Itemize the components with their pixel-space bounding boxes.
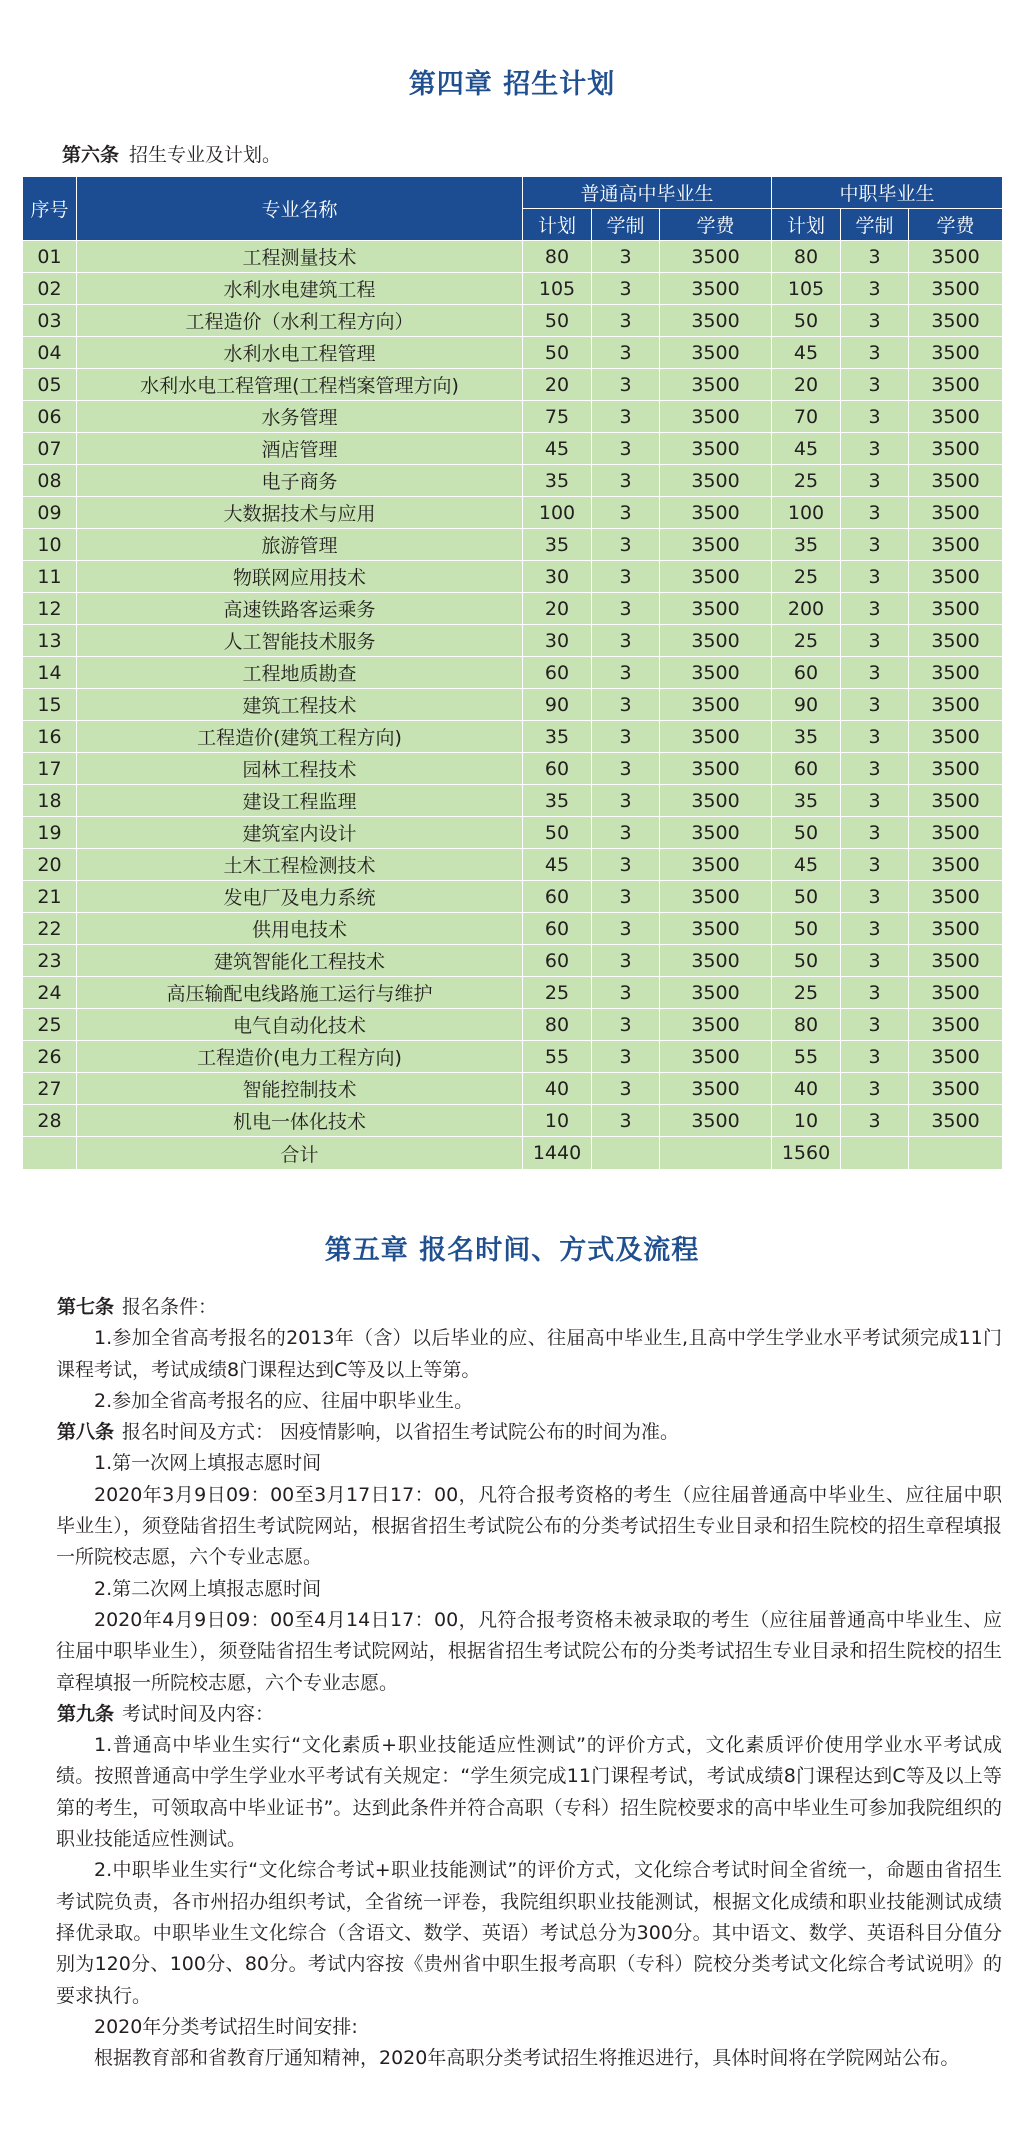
total-cell-empty <box>23 1137 77 1170</box>
cell-vocational-fee: 3500 <box>909 273 1003 305</box>
cell-vocational-fee: 3500 <box>909 625 1003 657</box>
cell-general-years: 3 <box>592 433 660 465</box>
table-row <box>23 945 1003 977</box>
cell-vocational-plan: 50 <box>772 817 841 849</box>
cell-general-years: 3 <box>592 977 660 1009</box>
cell-vocational-fee: 3500 <box>909 689 1003 721</box>
table-row <box>23 657 1003 689</box>
cell-general-fee: 3500 <box>660 817 772 849</box>
cell-general-fee: 3500 <box>660 625 772 657</box>
cell-vocational-plan: 10 <box>772 1105 841 1137</box>
cell-major: 水利水电工程管理 <box>77 337 523 369</box>
cell-general-years: 3 <box>592 945 660 977</box>
table-row <box>23 881 1003 913</box>
table-row <box>23 401 1003 433</box>
cell-general-plan: 60 <box>523 913 592 945</box>
header-no: 序号 <box>23 177 77 241</box>
cell-general-fee: 3500 <box>660 305 772 337</box>
cell-vocational-years: 3 <box>841 593 909 625</box>
total-cell-empty <box>841 1137 909 1170</box>
cell-vocational-years: 3 <box>841 529 909 561</box>
cell-general-years: 3 <box>592 369 660 401</box>
table-row <box>23 753 1003 785</box>
cell-vocational-plan: 80 <box>772 241 841 273</box>
cell-vocational-fee: 3500 <box>909 561 1003 593</box>
cell-general-fee: 3500 <box>660 593 772 625</box>
cell-general-years: 3 <box>592 817 660 849</box>
body-paragraph: 1.第一次网上填报志愿时间 <box>94 1452 322 1475</box>
cell-general-fee: 3500 <box>660 1041 772 1073</box>
body-paragraph: 2.中职毕业生实行“文化综合考试+职业技能测试”的评价方式，文化综合考试时间全省统一，命题由省招生考试院负责，各市州招办组织考试，全省统一评卷，我院组织职业技能测试，根据文化成绩和职业技能测试成绩择优录取。中职毕业生文化综合（含语文、数学、英语）考试总分为300分。其中语文、数学、英语科目分值分别为120分、100分、80分。考试内容按《贵州省中职生报考高职（专科）院校分类考试文化综合考试说明》的要求执行。 <box>56 1859 1002 2007</box>
chapter5-title: 第五章 报名时间、方式及流程 <box>324 1235 700 1266</box>
cell-vocational-years: 3 <box>841 881 909 913</box>
cell-major: 电气自动化技术 <box>77 1009 523 1041</box>
cell-major: 建筑室内设计 <box>77 817 523 849</box>
table-row <box>23 369 1003 401</box>
header-general-graduates: 普通高中毕业生 <box>523 177 772 209</box>
table-row <box>23 1009 1003 1041</box>
cell-no: 26 <box>23 1041 77 1073</box>
article-label: 第七条 <box>57 1296 115 1318</box>
cell-vocational-plan: 50 <box>772 881 841 913</box>
cell-vocational-years: 3 <box>841 753 909 785</box>
cell-general-years: 3 <box>592 1041 660 1073</box>
cell-general-plan: 30 <box>523 625 592 657</box>
cell-no: 08 <box>23 465 77 497</box>
cell-vocational-plan: 25 <box>772 625 841 657</box>
cell-general-fee: 3500 <box>660 401 772 433</box>
cell-no: 28 <box>23 1105 77 1137</box>
cell-vocational-fee: 3500 <box>909 401 1003 433</box>
cell-general-plan: 60 <box>523 945 592 977</box>
cell-general-years: 3 <box>592 1105 660 1137</box>
cell-major: 旅游管理 <box>77 529 523 561</box>
cell-major: 水务管理 <box>77 401 523 433</box>
cell-major: 建设工程监理 <box>77 785 523 817</box>
header-major: 专业名称 <box>77 177 523 241</box>
cell-general-years: 3 <box>592 305 660 337</box>
cell-vocational-years: 3 <box>841 977 909 1009</box>
cell-major: 工程造价(建筑工程方向) <box>77 721 523 753</box>
cell-major: 工程测量技术 <box>77 241 523 273</box>
cell-vocational-plan: 50 <box>772 945 841 977</box>
table-row <box>23 465 1003 497</box>
cell-general-fee: 3500 <box>660 337 772 369</box>
cell-general-fee: 3500 <box>660 273 772 305</box>
cell-vocational-fee: 3500 <box>909 849 1003 881</box>
cell-no: 18 <box>23 785 77 817</box>
table-row <box>23 849 1003 881</box>
cell-general-plan: 50 <box>523 337 592 369</box>
cell-vocational-fee: 3500 <box>909 753 1003 785</box>
cell-general-fee: 3500 <box>660 785 772 817</box>
article-heading <box>56 1699 1002 1730</box>
cell-vocational-years: 3 <box>841 657 909 689</box>
cell-vocational-plan: 200 <box>772 593 841 625</box>
cell-vocational-years: 3 <box>841 849 909 881</box>
cell-vocational-plan: 35 <box>772 529 841 561</box>
cell-general-years: 3 <box>592 1009 660 1041</box>
cell-no: 27 <box>23 1073 77 1105</box>
body-paragraph: 2.参加全省高考报名的应、往届中职毕业生。 <box>94 1389 474 1412</box>
total-cell-empty <box>660 1137 772 1170</box>
table-body <box>23 241 1003 1137</box>
cell-general-years: 3 <box>592 849 660 881</box>
cell-major: 土木工程检测技术 <box>77 849 523 881</box>
cell-vocational-plan: 40 <box>772 1073 841 1105</box>
cell-no: 14 <box>23 657 77 689</box>
cell-vocational-plan: 45 <box>772 849 841 881</box>
table-row <box>23 529 1003 561</box>
article-heading <box>56 1417 1002 1448</box>
cell-vocational-years: 3 <box>841 1041 909 1073</box>
header-fee: 学费 <box>660 209 772 241</box>
cell-major: 工程地质勘查 <box>77 657 523 689</box>
cell-no: 20 <box>23 849 77 881</box>
enrollment-plan-table <box>22 176 1003 1170</box>
cell-vocational-plan: 25 <box>772 465 841 497</box>
cell-general-fee: 3500 <box>660 241 772 273</box>
cell-general-fee: 3500 <box>660 945 772 977</box>
cell-general-years: 3 <box>592 561 660 593</box>
cell-vocational-years: 3 <box>841 689 909 721</box>
cell-vocational-plan: 90 <box>772 689 841 721</box>
table-row <box>23 1041 1003 1073</box>
cell-vocational-fee: 3500 <box>909 977 1003 1009</box>
cell-vocational-years: 3 <box>841 945 909 977</box>
cell-vocational-fee: 3500 <box>909 881 1003 913</box>
cell-vocational-fee: 3500 <box>909 369 1003 401</box>
cell-general-fee: 3500 <box>660 689 772 721</box>
cell-vocational-years: 3 <box>841 561 909 593</box>
cell-general-years: 3 <box>592 721 660 753</box>
cell-major: 建筑智能化工程技术 <box>77 945 523 977</box>
table-row <box>23 689 1003 721</box>
cell-general-fee: 3500 <box>660 465 772 497</box>
cell-vocational-years: 3 <box>841 625 909 657</box>
cell-general-years: 3 <box>592 1073 660 1105</box>
cell-major: 水利水电建筑工程 <box>77 273 523 305</box>
table-row <box>23 497 1003 529</box>
cell-vocational-plan: 60 <box>772 657 841 689</box>
cell-vocational-fee: 3500 <box>909 657 1003 689</box>
cell-general-years: 3 <box>592 401 660 433</box>
body-paragraph: 1.参加全省高考报名的2013年（含）以后毕业的应、往届高中毕业生,且高中学生学业水平考试须完成11门课程考试，考试成绩8门课程达到C等及以上等第。 <box>56 1327 1002 1381</box>
cell-no: 12 <box>23 593 77 625</box>
cell-vocational-years: 3 <box>841 305 909 337</box>
cell-no: 16 <box>23 721 77 753</box>
table-row <box>23 721 1003 753</box>
cell-vocational-plan: 35 <box>772 721 841 753</box>
cell-vocational-fee: 3500 <box>909 1041 1003 1073</box>
article6-text: 招生专业及计划。 <box>129 144 282 166</box>
table-row <box>23 913 1003 945</box>
cell-major: 高速铁路客运乘务 <box>77 593 523 625</box>
cell-no: 05 <box>23 369 77 401</box>
cell-vocational-plan: 25 <box>772 977 841 1009</box>
cell-general-plan: 45 <box>523 433 592 465</box>
cell-vocational-fee: 3500 <box>909 1105 1003 1137</box>
cell-general-years: 3 <box>592 273 660 305</box>
article-label: 第八条 <box>57 1421 115 1444</box>
cell-vocational-years: 3 <box>841 817 909 849</box>
article-text: 报名时间及方式： 因疫情影响，以省招生考试院公布的时间为准。 <box>122 1421 680 1444</box>
article6-label: 第六条 <box>62 144 120 166</box>
cell-general-fee: 3500 <box>660 849 772 881</box>
cell-major: 高压输配电线路施工运行与维护 <box>77 977 523 1009</box>
cell-general-plan: 55 <box>523 1041 592 1073</box>
cell-vocational-years: 3 <box>841 721 909 753</box>
cell-general-plan: 35 <box>523 721 592 753</box>
cell-general-plan: 35 <box>523 785 592 817</box>
cell-general-plan: 35 <box>523 529 592 561</box>
table-row <box>23 817 1003 849</box>
cell-no: 11 <box>23 561 77 593</box>
table-row <box>23 305 1003 337</box>
cell-vocational-plan: 50 <box>772 305 841 337</box>
cell-general-fee: 3500 <box>660 561 772 593</box>
cell-major: 机电一体化技术 <box>77 1105 523 1137</box>
cell-no: 21 <box>23 881 77 913</box>
cell-general-plan: 35 <box>523 465 592 497</box>
cell-vocational-fee: 3500 <box>909 785 1003 817</box>
cell-vocational-plan: 20 <box>772 369 841 401</box>
cell-no: 23 <box>23 945 77 977</box>
cell-general-fee: 3500 <box>660 369 772 401</box>
cell-vocational-fee: 3500 <box>909 465 1003 497</box>
header-fee: 学费 <box>909 209 1003 241</box>
table-row <box>23 273 1003 305</box>
header-years: 学制 <box>592 209 660 241</box>
cell-general-fee: 3500 <box>660 1073 772 1105</box>
cell-no: 25 <box>23 1009 77 1041</box>
cell-vocational-years: 3 <box>841 401 909 433</box>
cell-major: 工程造价（水利工程方向） <box>77 305 523 337</box>
cell-general-fee: 3500 <box>660 657 772 689</box>
cell-major: 水利水电工程管理(工程档案管理方向) <box>77 369 523 401</box>
cell-general-plan: 80 <box>523 241 592 273</box>
table-row <box>23 1105 1003 1137</box>
cell-vocational-fee: 3500 <box>909 497 1003 529</box>
cell-vocational-plan: 45 <box>772 433 841 465</box>
cell-general-years: 3 <box>592 593 660 625</box>
chapter5-body <box>56 1292 1002 2074</box>
cell-general-years: 3 <box>592 337 660 369</box>
cell-vocational-plan: 35 <box>772 785 841 817</box>
cell-general-plan: 60 <box>523 657 592 689</box>
cell-major: 酒店管理 <box>77 433 523 465</box>
cell-general-years: 3 <box>592 465 660 497</box>
table-row <box>23 593 1003 625</box>
article-heading <box>56 1292 1002 1323</box>
cell-vocational-years: 3 <box>841 1009 909 1041</box>
total-cell-empty <box>909 1137 1003 1170</box>
cell-general-fee: 3500 <box>660 721 772 753</box>
table-row <box>23 241 1003 273</box>
cell-no: 17 <box>23 753 77 785</box>
cell-vocational-years: 3 <box>841 785 909 817</box>
cell-vocational-fee: 3500 <box>909 241 1003 273</box>
cell-vocational-plan: 105 <box>772 273 841 305</box>
cell-general-fee: 3500 <box>660 913 772 945</box>
cell-vocational-fee: 3500 <box>909 305 1003 337</box>
cell-major: 建筑工程技术 <box>77 689 523 721</box>
table-row <box>23 625 1003 657</box>
table-row <box>23 785 1003 817</box>
cell-general-fee: 3500 <box>660 497 772 529</box>
cell-general-fee: 3500 <box>660 529 772 561</box>
cell-vocational-fee: 3500 <box>909 1009 1003 1041</box>
chapter4-title: 第四章 招生计划 <box>408 69 616 100</box>
cell-no: 09 <box>23 497 77 529</box>
cell-vocational-years: 3 <box>841 1073 909 1105</box>
table-row <box>23 1073 1003 1105</box>
cell-general-plan: 50 <box>523 305 592 337</box>
cell-major: 工程造价(电力工程方向) <box>77 1041 523 1073</box>
cell-general-plan: 60 <box>523 881 592 913</box>
cell-general-fee: 3500 <box>660 753 772 785</box>
cell-general-years: 3 <box>592 881 660 913</box>
cell-general-fee: 3500 <box>660 433 772 465</box>
cell-vocational-plan: 80 <box>772 1009 841 1041</box>
header-plan: 计划 <box>772 209 841 241</box>
cell-vocational-fee: 3500 <box>909 433 1003 465</box>
cell-no: 04 <box>23 337 77 369</box>
cell-general-plan: 20 <box>523 593 592 625</box>
body-paragraph: 2.第二次网上填报志愿时间 <box>94 1577 322 1600</box>
body-paragraph: 2020年3月9日09：00至3月17日17：00，凡符合报考资格的考生（应往届普通高中毕业生、应往届中职毕业生），须登陆省招生考试院网站，根据省招生考试院公布的分类考试招生专业目录和招生院校的招生章程填报一所院校志愿，六个专业志愿。 <box>56 1483 1002 1569</box>
cell-vocational-plan: 70 <box>772 401 841 433</box>
cell-general-plan: 45 <box>523 849 592 881</box>
cell-no: 24 <box>23 977 77 1009</box>
cell-vocational-fee: 3500 <box>909 913 1003 945</box>
cell-no: 07 <box>23 433 77 465</box>
body-paragraph: 2020年4月9日09：00至4月14日17：00，凡符合报考资格未被录取的考生（应往届普通高中毕业生、应往届中职毕业生），须登陆省招生考试院网站，根据省招生考试院公布的分类考试招生专业目录和招生院校的招生章程填报一所院校志愿，六个专业志愿。 <box>56 1608 1002 1694</box>
cell-general-plan: 20 <box>523 369 592 401</box>
cell-major: 人工智能技术服务 <box>77 625 523 657</box>
cell-no: 22 <box>23 913 77 945</box>
article-label: 第九条 <box>57 1702 115 1725</box>
cell-vocational-fee: 3500 <box>909 1073 1003 1105</box>
cell-vocational-plan: 50 <box>772 913 841 945</box>
cell-vocational-years: 3 <box>841 913 909 945</box>
total-label: 合计 <box>77 1137 523 1170</box>
cell-no: 15 <box>23 689 77 721</box>
cell-general-years: 3 <box>592 657 660 689</box>
cell-major: 园林工程技术 <box>77 753 523 785</box>
cell-general-fee: 3500 <box>660 1009 772 1041</box>
cell-no: 10 <box>23 529 77 561</box>
cell-major: 智能控制技术 <box>77 1073 523 1105</box>
cell-vocational-fee: 3500 <box>909 337 1003 369</box>
cell-vocational-plan: 100 <box>772 497 841 529</box>
cell-general-years: 3 <box>592 785 660 817</box>
cell-no: 19 <box>23 817 77 849</box>
cell-general-fee: 3500 <box>660 977 772 1009</box>
table-row <box>23 337 1003 369</box>
cell-general-plan: 25 <box>523 977 592 1009</box>
cell-general-plan: 10 <box>523 1105 592 1137</box>
table-total-row <box>23 1137 1003 1170</box>
cell-vocational-years: 3 <box>841 433 909 465</box>
cell-major: 发电厂及电力系统 <box>77 881 523 913</box>
table-row <box>23 433 1003 465</box>
cell-vocational-plan: 60 <box>772 753 841 785</box>
cell-no: 01 <box>23 241 77 273</box>
cell-vocational-years: 3 <box>841 465 909 497</box>
cell-general-plan: 30 <box>523 561 592 593</box>
cell-general-plan: 90 <box>523 689 592 721</box>
cell-vocational-fee: 3500 <box>909 817 1003 849</box>
cell-general-plan: 100 <box>523 497 592 529</box>
cell-vocational-fee: 3500 <box>909 593 1003 625</box>
total-cell-empty <box>592 1137 660 1170</box>
cell-major: 大数据技术与应用 <box>77 497 523 529</box>
body-paragraph: 2020年分类考试招生时间安排: <box>94 2015 358 2038</box>
cell-vocational-years: 3 <box>841 241 909 273</box>
header-vocational-graduates: 中职毕业生 <box>772 177 1003 209</box>
cell-major: 物联网应用技术 <box>77 561 523 593</box>
cell-no: 02 <box>23 273 77 305</box>
cell-vocational-plan: 45 <box>772 337 841 369</box>
cell-major: 电子商务 <box>77 465 523 497</box>
cell-general-years: 3 <box>592 753 660 785</box>
cell-general-plan: 50 <box>523 817 592 849</box>
body-paragraph: 1.普通高中毕业生实行“文化素质+职业技能适应性测试”的评价方式，文化素质评价使用学业水平考试成绩。按照普通高中学生学业水平考试有关规定：“学生须完成11门课程考试，考试成绩8门课程达到C等及以上等第的考生，可领取高中毕业证书”。达到此条件并符合高职（专科）招生院校要求的高中毕业生可参加我院组织的职业技能适应性测试。 <box>56 1734 1002 1851</box>
cell-general-plan: 40 <box>523 1073 592 1105</box>
cell-general-years: 3 <box>592 529 660 561</box>
cell-major: 供用电技术 <box>77 913 523 945</box>
cell-vocational-fee: 3500 <box>909 529 1003 561</box>
cell-general-plan: 105 <box>523 273 592 305</box>
cell-general-fee: 3500 <box>660 881 772 913</box>
body-paragraph: 根据教育部和省教育厅通知精神，2020年高职分类考试招生将推迟进行，具体时间将在学院网站公布。 <box>94 2047 960 2070</box>
cell-vocational-plan: 55 <box>772 1041 841 1073</box>
cell-general-plan: 80 <box>523 1009 592 1041</box>
article6-heading <box>62 140 281 167</box>
cell-vocational-fee: 3500 <box>909 945 1003 977</box>
cell-vocational-years: 3 <box>841 369 909 401</box>
cell-general-years: 3 <box>592 241 660 273</box>
header-years: 学制 <box>841 209 909 241</box>
cell-vocational-years: 3 <box>841 337 909 369</box>
cell-general-fee: 3500 <box>660 1105 772 1137</box>
cell-vocational-years: 3 <box>841 1105 909 1137</box>
cell-general-years: 3 <box>592 689 660 721</box>
cell-general-years: 3 <box>592 497 660 529</box>
cell-general-years: 3 <box>592 913 660 945</box>
article-text: 考试时间及内容： <box>122 1702 275 1725</box>
cell-general-years: 3 <box>592 625 660 657</box>
cell-no: 06 <box>23 401 77 433</box>
cell-vocational-plan: 25 <box>772 561 841 593</box>
cell-general-plan: 75 <box>523 401 592 433</box>
cell-general-plan: 60 <box>523 753 592 785</box>
table-row <box>23 977 1003 1009</box>
total-general-plan: 1440 <box>523 1137 592 1170</box>
cell-vocational-fee: 3500 <box>909 721 1003 753</box>
total-vocational-plan: 1560 <box>772 1137 841 1170</box>
header-plan: 计划 <box>523 209 592 241</box>
cell-vocational-years: 3 <box>841 273 909 305</box>
cell-no: 03 <box>23 305 77 337</box>
table-row <box>23 561 1003 593</box>
cell-no: 13 <box>23 625 77 657</box>
cell-vocational-years: 3 <box>841 497 909 529</box>
article-text: 报名条件： <box>122 1296 218 1318</box>
